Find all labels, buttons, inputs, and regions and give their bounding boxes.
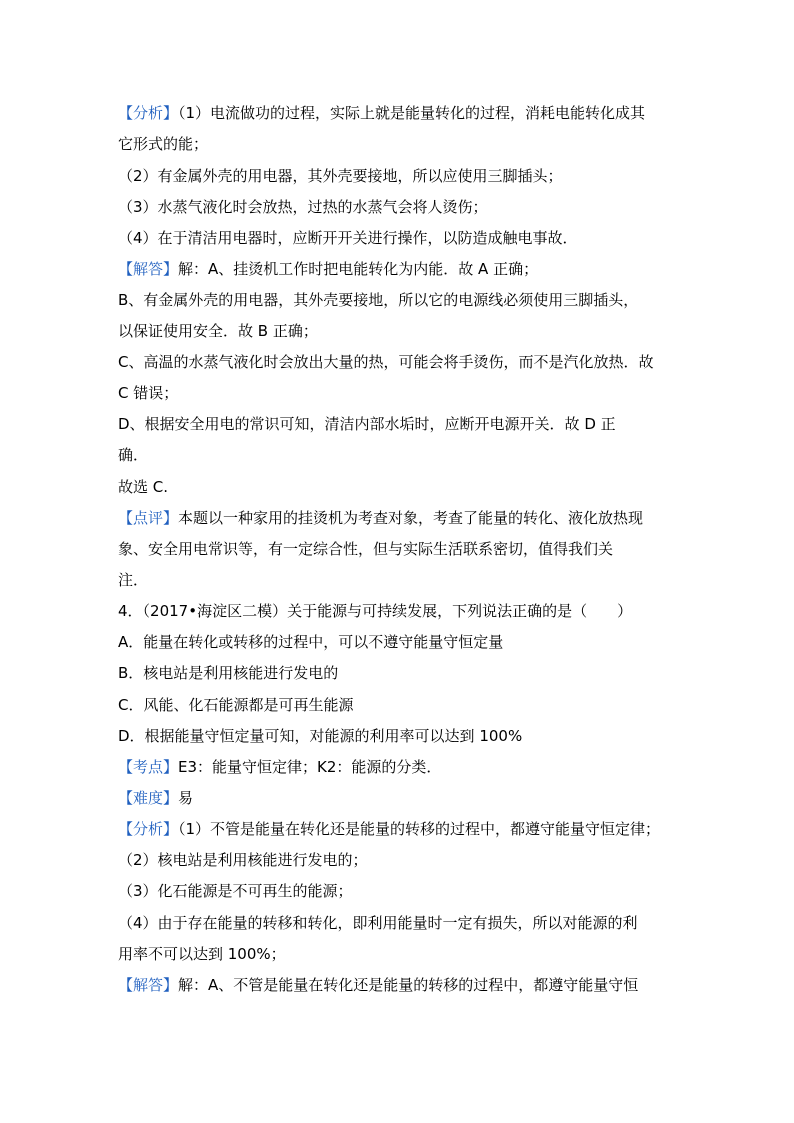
analysis-line-2: 它形式的能； [118, 135, 209, 153]
analysis2-line-3: （3）化石能源是不可再生的能源； [118, 882, 353, 900]
answer-line-4: C、高温的水蒸气液化时会放出大量的热，可能会将手烫伤，而不是汽化放热．故 [118, 353, 654, 371]
analysis2-line-4: （4）由于存在能量的转移和转化，即利用能量时一定有损失，所以对能源的利 [118, 914, 638, 932]
question-stem: 4．（2017•海淀区二模）关于能源与可持续发展，下列说法正确的是（ ） [118, 602, 633, 620]
points-tag: 【考点】 [118, 758, 179, 776]
answer-line-8: 故选 C. [118, 478, 169, 496]
comment-line-3: 注． [118, 571, 149, 589]
answer-tag: 【解答】 [118, 260, 179, 278]
answer-line-2: B、有金属外壳的用电器，其外壳要接地，所以它的电源线必须使用三脚插头， [118, 291, 639, 309]
option-c: C．风能、化石能源都是可再生能源 [118, 696, 354, 714]
analysis2-line-1: 【分析】（1）不管是能量在转化还是能量的转移的过程中，都遵守能量守恒定律； [118, 820, 661, 838]
analysis2-line-5: 用率不可以达到 100%； [118, 945, 286, 963]
comment-line-2: 象、安全用电常识等，有一定综合性，但与实际生活联系密切，值得我们关 [118, 540, 614, 558]
difficulty-line: 【难度】易 [118, 789, 194, 807]
answer-line-5: C 错误； [118, 384, 179, 402]
option-a: A．能量在转化或转移的过程中，可以不遵守能量守恒定量 [118, 633, 504, 651]
points-line: 【考点】E3：能量守恒定律；K2：能源的分类． [118, 758, 442, 776]
analysis-tag: 【分析】 [118, 104, 179, 122]
answer2-line-1: 【解答】解：A、不管是能量在转化还是能量的转移的过程中，都遵守能量守恒 [118, 976, 639, 994]
analysis-line-4: （3）水蒸气液化时会放热，过热的水蒸气会将人烫伤； [118, 198, 488, 216]
answer-line-7: 确． [118, 446, 149, 464]
answer-line-1: 【解答】解：A、挂烫机工作时把电能转化为内能．故 A 正确； [118, 260, 539, 278]
analysis2-tag: 【分析】 [118, 820, 179, 838]
analysis-line-3: （2）有金属外壳的用电器，其外壳要接地，所以应使用三脚插头； [118, 167, 563, 185]
analysis-line-5: （4）在于清洁用电器时，应断开开关进行操作，以防造成触电事故． [118, 229, 578, 247]
comment-tag: 【点评】 [118, 509, 179, 527]
option-d: D．根据能量守恒定量可知，对能源的利用率可以达到 100% [118, 727, 523, 745]
difficulty-tag: 【难度】 [118, 789, 179, 807]
analysis-line-1: 【分析】（1）电流做功的过程，实际上就是能量转化的过程，消耗电能转化成其 [118, 104, 646, 122]
answer-line-3: 以保证使用安全．故 B 正确； [118, 322, 318, 340]
answer-line-6: D、根据安全用电的常识可知，清洁内部水垢时，应断开电源开关．故 D 正 [118, 415, 616, 433]
answer2-tag: 【解答】 [118, 976, 179, 994]
analysis2-line-2: （2）核电站是利用核能进行发电的； [118, 851, 368, 869]
comment-line-1: 【点评】本题以一种家用的挂烫机为考查对象，考查了能量的转化、液化放热现 [118, 509, 644, 527]
option-b: B．核电站是利用核能进行发电的 [118, 664, 339, 682]
